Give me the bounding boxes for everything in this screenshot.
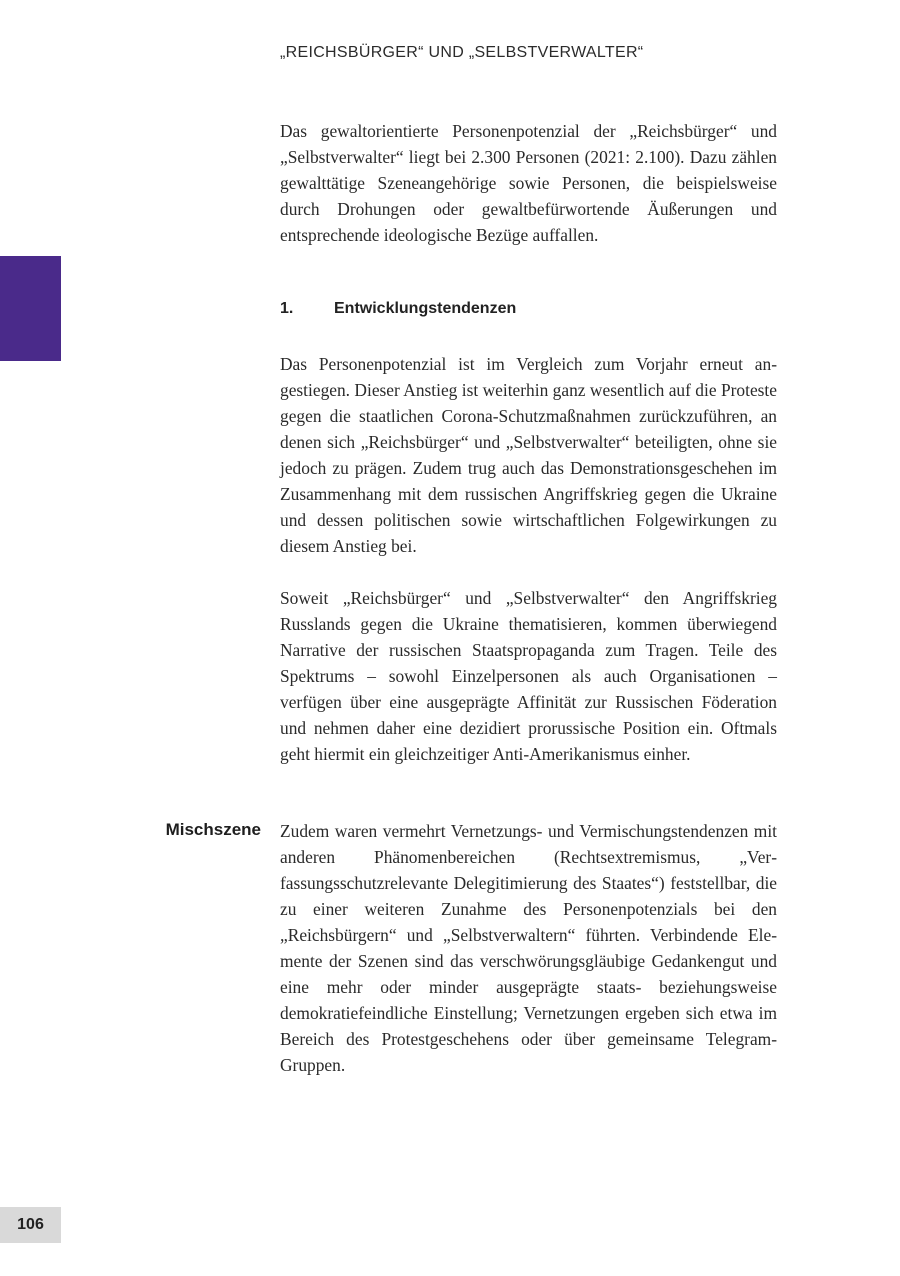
section-heading [280, 300, 516, 318]
paragraph-mixed-scene: Zudem waren vermehrt Vernetzungs- und Vermischungstendenzen mit anderen Phänomenbereichen (Rechtsextremismus, „Verfassungsschutzrelevante Delegitimierung des Staates“) feststellbar, die zu einer weiteren Zunahme des Personenpotenzials bei den „Reichsbürgern“ und „Selbstverwaltern“ führten. Verbindende Elemente der Szenen sind das verschwörungsgläubige Gedankengut und eine mehr oder minder ausgeprägte staats- beziehungsweise demokratiefeindliche Einstellung; Vernetzungen ergeben sich etwa im Bereich des Protestgeschehens oder über gemeinsame Telegram-Gruppen. [280, 821, 777, 1075]
paragraph-development: Das Personenpotenzial ist im Vergleich zum Vorjahr erneut angestiegen. Dieser Anstieg ist weiterhin ganz wesentlich auf die Proteste gegen die staatlichen Corona-Schutzmaßnahmen zurückzuführen, an denen sich „Reichsbürger“ und „Selbstverwalter“ beteiligten, ohne sie jedoch zu prägen. Zudem trug auch das Demonstrationsgeschehen im Zusammenhang mit dem russischen Angriffskrieg gegen die Ukraine und dessen politischen sowie wirtschaftlichen Folgewirkungen zu diesem Anstieg bei. [280, 354, 777, 556]
chapter-color-tab [0, 256, 61, 361]
running-header: „REICHSBÜRGER“ UND „SELBSTVERWALTER“ [280, 44, 644, 61]
intro-paragraph: Das gewaltorientierte Personenpotenzial der „Reichsbürger“ und „Selbstverwalter“ liegt bei 2.300 Personen (2021: 2.100). Dazu zählen gewalttätige Szeneangehörige sowie Personen, die beispielsweise durch Drohungen oder gewaltbefürwortende Äußerungen und entsprechende ideologische Bezüge auffallen. [280, 121, 777, 245]
paragraph-ukraine: Soweit „Reichsbürger“ und „Selbstverwalter“ den Angriffskrieg Russlands gegen die Ukraine thematisieren, kommen überwiegend Narrative der russischen Staatspropaganda zum Tragen. Teile des Spektrums – sowohl Einzelpersonen als auch Organisationen – verfügen über eine ausgeprägte Affinität zur Russischen Föderation und nehmen daher eine dezidiert prorussische Position ein. Oftmals geht hiermit ein gleichzeitiger Anti-Amerikanismus einher. [280, 588, 777, 764]
section-number: 1. [280, 300, 294, 317]
margin-note: Mischszene [165, 820, 261, 839]
page-number: 106 [0, 1207, 61, 1243]
section-title: Entwicklungstendenzen [334, 300, 517, 317]
